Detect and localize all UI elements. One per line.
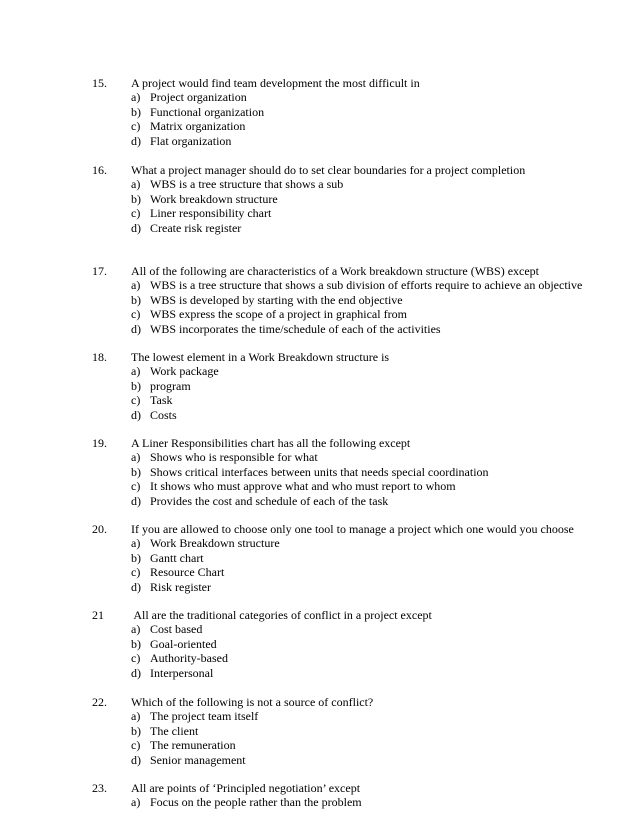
question-15 [0,76,638,148]
option-a [0,795,638,809]
option-label: c) [131,651,141,666]
option-text: WBS is a tree structure that shows a sub [150,177,344,192]
option-text: WBS is a tree structure that shows a sub division of efforts require to achieve an objective [150,278,583,293]
option-label: c) [131,307,141,322]
option-label: d) [131,665,141,680]
option-text: Risk register [150,579,211,594]
option-b [0,465,638,479]
option-b [0,105,638,119]
option-d [0,580,638,594]
option-label: a) [131,364,141,379]
option-label: b) [131,292,141,307]
option-text: Task [150,393,173,408]
option-label: d) [131,321,141,336]
option-a [0,622,638,636]
option-text: WBS express the scope of a project in graphical from [150,307,407,322]
option-text: Costs [150,407,177,422]
option-a [0,450,638,464]
option-label: d) [131,493,141,508]
option-d [0,753,638,767]
option-text: The client [150,723,199,738]
option-text: Provides the cost and schedule of each of the task [150,493,389,508]
question-text: All are points of ‘Principled negotiation’ except [131,781,361,795]
option-b [0,724,638,738]
option-d [0,666,638,680]
option-label: d) [131,407,141,422]
question-number: 20. [92,522,107,536]
option-label: a) [131,795,141,810]
question-number: 21 [92,608,104,622]
option-c [0,307,638,321]
option-b [0,192,638,206]
question-text: If you are allowed to choose only one tool to manage a project which one would you choose [131,522,574,536]
option-d [0,322,638,336]
option-label: b) [131,104,141,119]
option-text: Resource Chart [150,565,225,580]
option-d [0,221,638,235]
option-label: d) [131,579,141,594]
option-label: a) [131,709,141,724]
question-16 [0,163,638,235]
option-b [0,551,638,565]
option-d [0,134,638,148]
question-number: 15. [92,76,107,90]
option-c [0,651,638,665]
option-text: Shows critical interfaces between units that needs special coordination [150,464,489,479]
option-text: The remuneration [150,738,236,753]
option-text: Create risk register [150,220,242,235]
option-text: Senior management [150,752,246,767]
question-22 [0,695,638,767]
option-label: b) [131,636,141,651]
option-text: WBS is developed by starting with the end objective [150,292,403,307]
option-d [0,408,638,422]
option-b [0,637,638,651]
option-text: Functional organization [150,104,265,119]
option-c [0,738,638,752]
question-text: Which of the following is not a source of conflict? [131,695,374,709]
option-text: WBS incorporates the time/schedule of each of the activities [150,321,441,336]
option-text: program [150,378,191,393]
option-text: Work breakdown structure [150,191,278,206]
option-text: Cost based [150,622,203,637]
option-label: c) [131,738,141,753]
option-label: a) [131,278,141,293]
option-label: a) [131,622,141,637]
option-c [0,479,638,493]
option-text: Work Breakdown structure [150,536,280,551]
option-text: It shows who must approve what and who must report to whom [150,479,456,494]
question-text: A Liner Responsibilities chart has all the following except [131,436,411,450]
option-text: Goal-oriented [150,636,217,651]
option-label: b) [131,191,141,206]
question-text: A project would find team development the most difficult in [131,76,420,90]
question-text: The lowest element in a Work Breakdown structure is [131,350,390,364]
option-text: Authority-based [150,651,228,666]
question-18 [0,350,638,422]
option-text: Interpersonal [150,665,214,680]
option-text: Gantt chart [150,550,204,565]
question-number: 22. [92,695,107,709]
question-number: 23. [92,781,107,795]
option-c [0,565,638,579]
option-label: c) [131,479,141,494]
option-text: Liner responsibility chart [150,206,272,221]
option-a [0,90,638,104]
question-number: 19. [92,436,107,450]
option-c [0,393,638,407]
question-17 [0,264,638,336]
question-text: What a project manager should do to set clear boundaries for a project completion [131,163,526,177]
question-number: 16. [92,163,107,177]
option-c [0,119,638,133]
option-a [0,709,638,723]
question-text: All of the following are characteristics of a Work breakdown structure (WBS) except [131,264,539,278]
option-label: d) [131,752,141,767]
option-text: The project team itself [150,709,259,724]
option-a [0,177,638,191]
option-text: Matrix organization [150,119,246,134]
option-a [0,278,638,292]
option-b [0,293,638,307]
option-label: b) [131,550,141,565]
option-text: Shows who is responsible for what [150,450,318,465]
question-19 [0,436,638,508]
option-label: c) [131,119,141,134]
option-text: Work package [150,364,219,379]
option-text: Project organization [150,90,247,105]
option-label: b) [131,464,141,479]
option-label: c) [131,393,141,408]
option-text: Focus on the people rather than the problem [150,795,362,810]
option-label: a) [131,536,141,551]
option-text: Flat organization [150,133,232,148]
option-label: d) [131,220,141,235]
option-a [0,536,638,550]
option-a [0,364,638,378]
option-label: c) [131,565,141,580]
question-number: 17. [92,264,107,278]
option-label: a) [131,90,141,105]
question-number: 18. [92,350,107,364]
option-d [0,494,638,508]
option-label: c) [131,206,141,221]
option-label: b) [131,723,141,738]
option-c [0,206,638,220]
option-b [0,379,638,393]
question-23 [0,781,638,810]
option-label: b) [131,378,141,393]
question-text: All are the traditional categories of conflict in a project except [131,608,432,622]
question-20 [0,522,638,594]
question-21 [0,608,638,680]
option-label: a) [131,177,141,192]
option-label: d) [131,133,141,148]
option-label: a) [131,450,141,465]
